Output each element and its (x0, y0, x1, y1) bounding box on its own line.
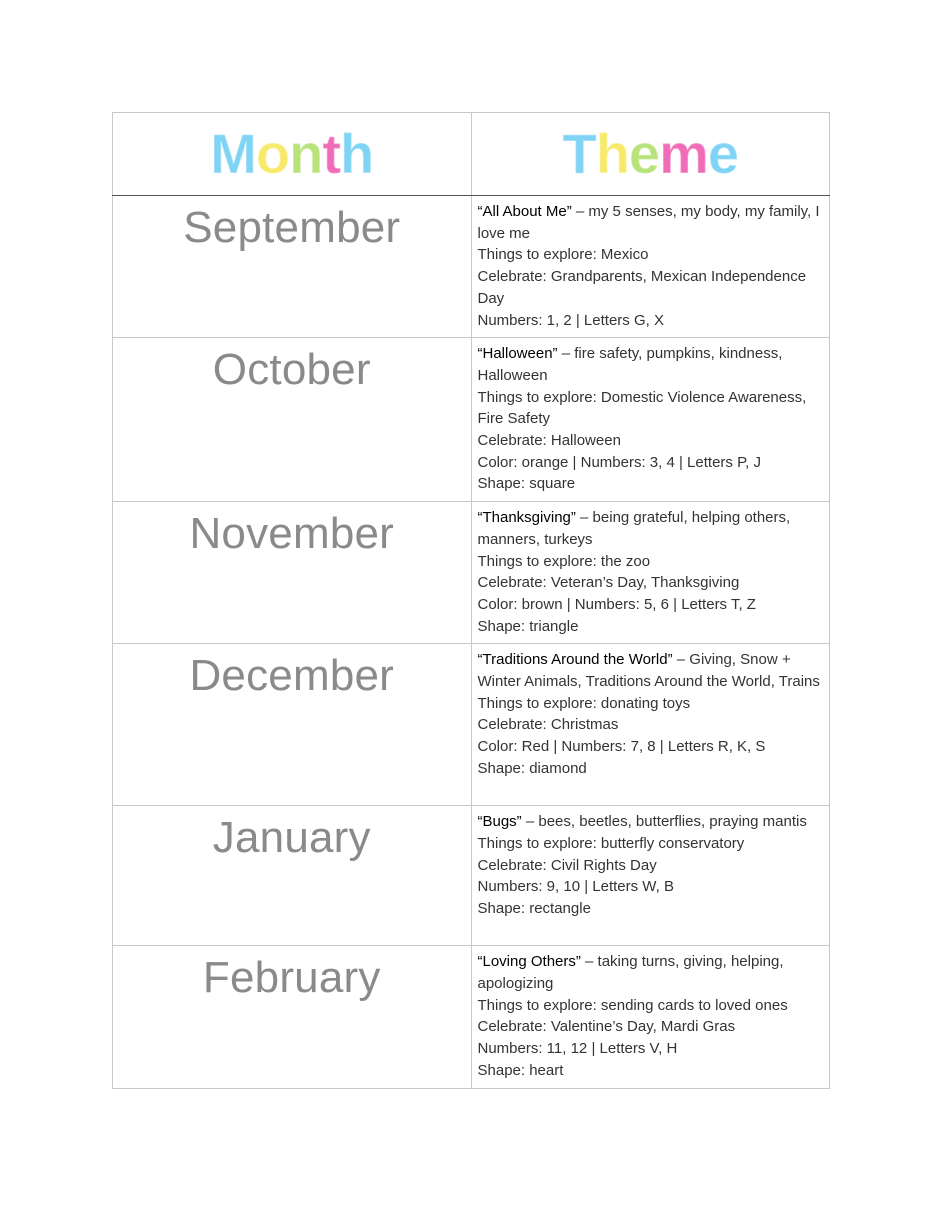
month-name: September (113, 196, 472, 338)
explore-line: Things to explore: Domestic Violence Awareness, Fire Safety (477, 388, 807, 428)
theme-details (471, 338, 830, 502)
month-header-letter: M (210, 122, 256, 185)
shape-line: Shape: triangle (477, 617, 579, 635)
color-numbers-line: Color: orange | Numbers: 3, 4 | Letters P, J (477, 453, 761, 471)
celebrate-line: Celebrate: Christmas (477, 716, 619, 734)
celebrate-line: Celebrate: Halloween (477, 432, 621, 450)
table-row (113, 806, 830, 946)
shape-line: Shape: square (477, 475, 576, 493)
theme-topics: – my 5 senses, my body, my family, I love me (477, 203, 820, 242)
theme-details (471, 644, 830, 806)
theme-header (562, 122, 739, 185)
month-name: November (113, 502, 472, 644)
explore-line: Things to explore: the zoo (477, 552, 651, 570)
header-row (113, 113, 830, 196)
theme-header-letter: m (659, 122, 708, 185)
celebrate-line: Celebrate: Veteran’s Day, Thanksgiving (477, 574, 740, 592)
theme-summary (478, 203, 820, 242)
theme-summary (478, 509, 791, 548)
shape-line: Shape: rectangle (477, 900, 591, 918)
explore-line: Things to explore: butterfly conservatory (477, 835, 745, 853)
theme-topics: – Giving, Snow + Winter Animals, Traditions Around the World, Trains (477, 651, 820, 691)
month-header-letter: o (255, 122, 290, 185)
theme-summary (478, 813, 807, 830)
theme-title: “Traditions Around the World” (477, 651, 673, 669)
theme-calendar-table (112, 112, 830, 1089)
theme-title: “Bugs” (477, 813, 522, 831)
month-header-letter: t (322, 122, 341, 185)
theme-header-letter: T (562, 122, 596, 185)
theme-details (471, 806, 830, 946)
numbers-line: Numbers: 1, 2 | Letters G, X (477, 311, 664, 329)
table-row (113, 196, 830, 338)
theme-topics: – being grateful, helping others, manners, turkeys (477, 509, 791, 548)
explore-line: Things to explore: donating toys (477, 694, 691, 712)
numbers-line: Numbers: 11, 12 | Letters V, H (477, 1040, 678, 1058)
theme-details (471, 946, 830, 1088)
month-header-letter: n (289, 122, 323, 185)
month-name: January (113, 806, 472, 946)
theme-topics: – taking turns, giving, helping, apologizing (477, 953, 784, 993)
table-row (113, 502, 830, 644)
theme-details (471, 502, 830, 644)
celebrate-line: Celebrate: Grandparents, Mexican Independence Day (477, 268, 807, 307)
theme-title: “Thanksgiving” (477, 509, 576, 527)
theme-header-cell (471, 113, 830, 196)
theme-title: “All About Me” (477, 203, 572, 220)
month-header (210, 122, 374, 185)
numbers-line: Numbers: 9, 10 | Letters W, B (477, 878, 674, 896)
shape-line: Shape: diamond (477, 759, 587, 777)
color-numbers-line: Color: Red | Numbers: 7, 8 | Letters R, K, S (477, 738, 766, 756)
theme-title: “Loving Others” (477, 953, 581, 971)
table-row (113, 338, 830, 502)
month-header-cell (113, 113, 472, 196)
theme-summary (478, 345, 783, 384)
theme-header-letter: h (595, 122, 629, 185)
shape-line: Shape: heart (477, 1061, 564, 1079)
month-header-letter: h (340, 122, 374, 185)
theme-topics: – fire safety, pumpkins, kindness, Halloween (477, 345, 783, 384)
theme-title: “Halloween” (477, 345, 558, 363)
color-numbers-line: Color: brown | Numbers: 5, 6 | Letters T, Z (477, 595, 756, 613)
theme-summary (478, 953, 784, 992)
explore-line: Things to explore: Mexico (477, 246, 649, 264)
theme-header-letter: e (628, 122, 660, 185)
theme-summary (478, 651, 820, 690)
celebrate-line: Celebrate: Valentine’s Day, Mardi Gras (477, 1018, 736, 1036)
celebrate-line: Celebrate: Civil Rights Day (477, 856, 657, 874)
month-name: December (113, 644, 472, 806)
table-row (113, 644, 830, 806)
theme-details (471, 196, 830, 338)
theme-header-letter: e (707, 122, 739, 185)
month-name: February (113, 946, 472, 1088)
table-row (113, 946, 830, 1088)
theme-topics: – bees, beetles, butterflies, praying mantis (521, 813, 807, 831)
explore-line: Things to explore: sending cards to loved ones (477, 996, 788, 1014)
month-name: October (113, 338, 472, 502)
